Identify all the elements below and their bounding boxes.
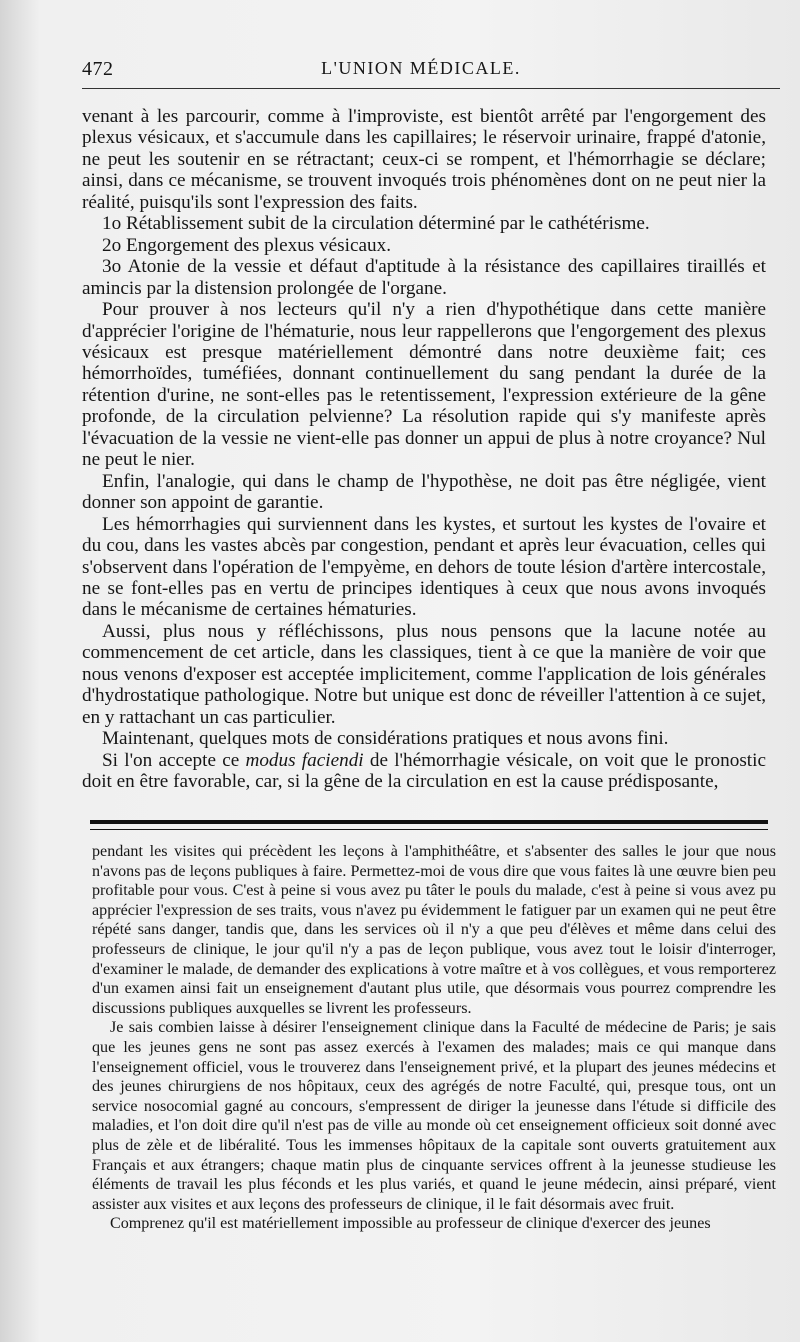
- header-rule: [82, 88, 780, 89]
- paragraph: Pour prouver à nos lecteurs qu'il n'y a rien d'hypothétique dans cette manière d'apprécier l'origine de l'hématurie, nous leur rappellerons que l'engorgement des plexus vésicaux est presque matériellement démontré dans notre deuxième fait; ces hémorrhoïdes, tuméfiées, donnant continuellement du sang pendant la durée de la rétention d'urine, ne sont-elles pas le retentissement, l'expression extérieure de la gêne profonde, de la circulation pelvienne? La résolution rapide qui s'y manifeste après l'évacuation de la vessie ne vient-elle pas donner un appui de plus à notre croyance? Nul ne peut le nier.: [82, 299, 766, 471]
- page-number: 472: [82, 58, 114, 80]
- paragraph: Comprenez qu'il est matériellement impossible au professeur de clinique d'exercer des jeunes: [110, 1215, 711, 1233]
- running-title: L'UNION MÉDICALE.: [321, 58, 521, 78]
- list-item: 3o Atonie de la vessie et défaut d'aptitude à la résistance des capillaires tiraillés et amincis par la distension prolongée de l'organe.: [82, 256, 766, 299]
- text-run: Si l'on accepte ce: [102, 749, 246, 771]
- paragraph: Je sais combien laisse à désirer l'enseignement clinique dans la Faculté de médecine de Paris; je sais que les jeunes gens ne sont pas assez exercés à l'examen des malades; mais ce qui manque dans l'enseignement officiel, vous le trouverez dans l'enseignement privé, et la plupart des jeunes médecins et des jeunes chirurgiens de nos hôpitaux, ceux des agrégés de notre Faculté, qui, presque tous, ont un service nosocomial gagné au concours, s'empressent de diriger la jeunesse dans l'étude si difficile des maladies, et l'on doit dire qu'il n'est pas de ville au monde où cet enseignement officieux soit donné avec plus de zèle et de libéralité. Tous les immenses hôpitaux de la capitale sont ouverts gratuitement aux Français et aux étrangers; chaque matin plus de cinquante services offrent à la jeunesse studieuse les éléments de travail les plus féconds et les plus variés, et quand le jeune médecin, ainsi préparé, vient assister aux visites et aux leçons des professeurs de clinique, il le fait désormais avec fruit.: [92, 1019, 776, 1213]
- paragraph: [82, 750, 766, 793]
- paragraph: pendant les visites qui précèdent les leçons à l'amphithéâtre, et s'absenter des salles le jour que nous n'avons pas de leçons publiques à faire. Permettez-moi de vous dire que vous faites là une œuvre bien peu profitable pour vous. C'est à peine si vous avez pu tâter le pouls du malade, c'est à peine si vous avez pu apprécier l'expression de ses traits, vous n'avez pu évidemment le fatiguer par un examen qui ne peut être répété sans danger, tandis que, dans les services où il n'y a que peu d'élèves et même dans celui des professeurs de clinique, le jour qu'il n'y a pas de leçon publique, vous avez tout le loisir d'interroger, d'examiner le malade, de demander des explications à votre maître et à vos collègues, et vous remporterez d'un examen ainsi fait un enseignement d'autant plus utile, que désormais vous pourrez comprendre les discussions publiques auxquelles se livrent les professeurs.: [92, 843, 776, 1017]
- feuilleton-text: [92, 842, 776, 1234]
- text-run: de l'hémorrhagie vésicale, on voit que le pronostic doit en être favorable, car, si la gêne de la circulation en est la cause prédisposante,: [82, 749, 766, 793]
- list-item: 1o Rétablissement subit de la circulation déterminé par le cathétérisme.: [102, 213, 650, 235]
- paragraph: Les hémorrhagies qui surviennent dans les kystes, et surtout les kystes de l'ovaire et du cou, dans les vastes abcès par congestion, pendant et après leur évacuation, celles qui s'observent dans l'opération de l'empyème, en dehors de toute lésion d'artère intercostale, ne se font-elles pas en vertu de principes identiques à ceux que nous avons invoqués dans le mécanisme de certaines hématuries.: [82, 513, 766, 621]
- paragraph: Aussi, plus nous y réfléchissons, plus nous pensons que la lacune notée au commencement de cet article, dans les classiques, tient à ce que la manière de voir que nous venons d'exposer est acceptée implicitement, comme l'application de lois générales d'hydrostatique pathologique. Notre but unique est donc de réveiller l'attention à ce sujet, en y rattachant un cas particulier.: [82, 620, 766, 728]
- paragraph: Enfin, l'analogie, qui dans le champ de l'hypothèse, ne doit pas être négligée, vient donner son appoint de garantie.: [82, 470, 766, 514]
- italic-phrase: modus faciendi: [245, 749, 364, 771]
- list-item: 2o Engorgement des plexus vésicaux.: [102, 234, 391, 256]
- page-header: [82, 58, 760, 88]
- paragraph: Maintenant, quelques mots de considérations pratiques et nous avons fini.: [102, 728, 669, 750]
- section-divider: [90, 820, 768, 830]
- paragraph: venant à les parcourir, comme à l'improviste, est bientôt arrêté par l'engorgement des plexus vésicaux, et s'accumule dans les capillaires; le réservoir urinaire, frappé d'atonie, ne peut les soutenir en se rétractant; ceux-ci se rompent, et l'hémorrhagie se déclare; ainsi, dans ce mécanisme, se trouvent invoqués trois phénomènes dont on ne peut nier la réalité, puisqu'ils sont l'expression des faits.: [82, 106, 766, 213]
- main-text: [82, 106, 766, 793]
